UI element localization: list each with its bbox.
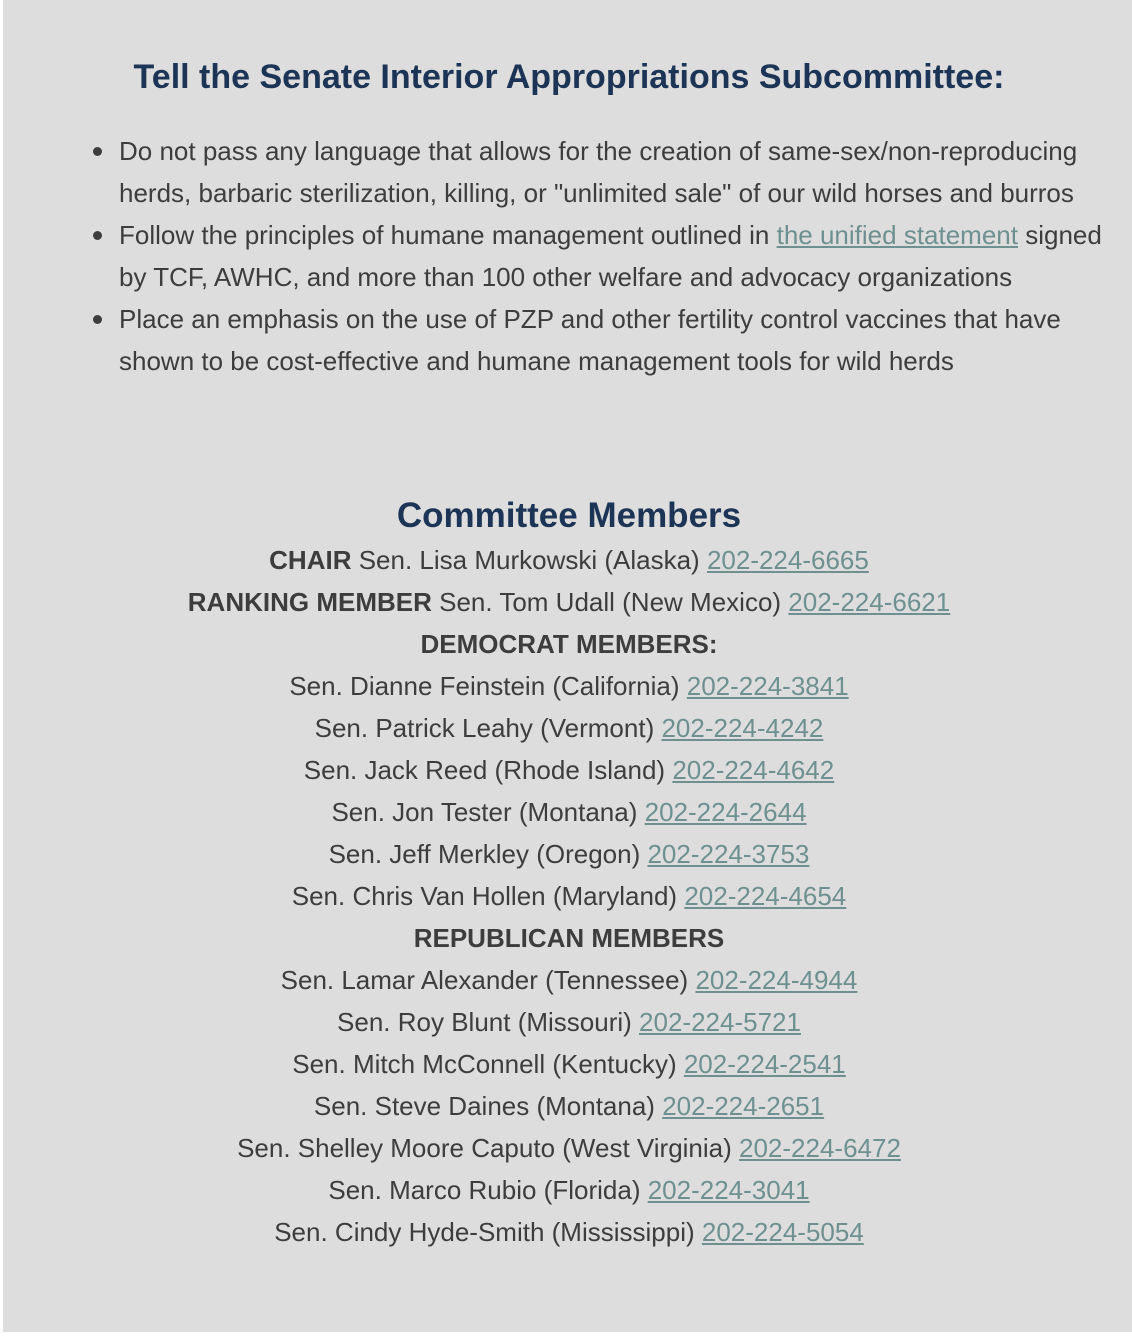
- member-name: Sen. Patrick Leahy (Vermont): [314, 713, 662, 743]
- list-item: [119, 214, 1104, 298]
- member-row: [3, 1085, 1132, 1127]
- phone-link[interactable]: 202-224-4642: [672, 755, 835, 785]
- list-item-text: Do not pass any language that allows for the creation of same-sex/non-reproducing herds, barbaric sterilization, killing, or "unlimited sale" of our wild horses and burros: [119, 136, 1078, 208]
- phone-link[interactable]: 202-224-2644: [644, 797, 807, 827]
- list-item-text: Place an emphasis on the use of PZP and other fertility control vaccines that have shown to be cost-effective and humane management tools for wild herds: [119, 304, 1061, 376]
- member-name: Sen. Dianne Feinstein (California): [289, 671, 687, 701]
- member-name: Sen. Jon Tester (Montana): [331, 797, 645, 827]
- member-row: [3, 707, 1132, 749]
- ranking-member-label: RANKING MEMBER: [187, 587, 432, 617]
- member-row: [3, 1043, 1132, 1085]
- demands-list: [119, 130, 1104, 382]
- phone-link[interactable]: 202-224-6621: [788, 587, 951, 617]
- member-name: Sen. Cindy Hyde-Smith (Mississippi): [274, 1217, 702, 1247]
- republican-members-heading: [3, 917, 1132, 959]
- phone-link[interactable]: 202-224-5721: [639, 1007, 801, 1037]
- phone-link[interactable]: 202-224-4654: [684, 881, 847, 911]
- chair-label: CHAIR: [269, 545, 352, 575]
- member-row: [3, 791, 1132, 833]
- phone-link[interactable]: 202-224-4242: [661, 713, 824, 743]
- content-panel: [3, 0, 1132, 1332]
- list-item: [119, 298, 1104, 382]
- phone-link[interactable]: 202-224-6665: [706, 545, 869, 575]
- chair-row: [3, 539, 1132, 581]
- member-name: Sen. Tom Udall (New Mexico): [431, 587, 789, 617]
- member-name: Sen. Shelley Moore Caputo (West Virginia): [237, 1133, 740, 1163]
- committee-members-heading: Committee Members: [396, 496, 742, 535]
- member-name: Sen. Lamar Alexander (Tennessee): [280, 965, 696, 995]
- member-row: [3, 1001, 1132, 1043]
- member-row: [3, 1127, 1132, 1169]
- section-label: DEMOCRAT MEMBERS:: [420, 629, 718, 659]
- member-name: Sen. Lisa Murkowski (Alaska): [351, 545, 707, 575]
- member-name: Sen. Chris Van Hollen (Maryland): [291, 881, 685, 911]
- member-row: [3, 875, 1132, 917]
- member-row: [3, 833, 1132, 875]
- member-row: [3, 1211, 1132, 1253]
- member-name: Sen. Jeff Merkley (Oregon): [328, 839, 648, 869]
- phone-link[interactable]: 202-224-4944: [695, 965, 858, 995]
- member-row: [3, 665, 1132, 707]
- ranking-member-row: [3, 581, 1132, 623]
- page-title: Tell the Senate Interior Appropriations Subcommittee:: [133, 58, 1005, 96]
- member-row: [3, 1169, 1132, 1211]
- list-item-text: signed by TCF, AWHC, and more than 100 other welfare and advocacy organizations: [119, 220, 1102, 292]
- member-name: Sen. Roy Blunt (Missouri): [337, 1007, 640, 1037]
- democrat-members-heading: [3, 623, 1132, 665]
- member-row: [3, 959, 1132, 1001]
- phone-link[interactable]: 202-224-2541: [683, 1049, 846, 1079]
- unified-statement-link[interactable]: the unified statement: [776, 220, 1018, 250]
- section-label: REPUBLICAN MEMBERS: [413, 923, 725, 953]
- phone-link[interactable]: 202-224-2651: [662, 1091, 825, 1121]
- phone-link[interactable]: 202-224-3841: [686, 671, 849, 701]
- member-name: Sen. Jack Reed (Rhode Island): [303, 755, 673, 785]
- member-name: Sen. Steve Daines (Montana): [313, 1091, 663, 1121]
- phone-link[interactable]: 202-224-3041: [647, 1175, 810, 1205]
- phone-link[interactable]: 202-224-3753: [647, 839, 810, 869]
- phone-link[interactable]: 202-224-5054: [701, 1217, 864, 1247]
- phone-link[interactable]: 202-224-6472: [739, 1133, 901, 1163]
- member-row: [3, 749, 1132, 791]
- member-name: Sen. Marco Rubio (Florida): [328, 1175, 648, 1205]
- list-item: [119, 130, 1104, 214]
- committee-members-list: [3, 539, 1132, 1253]
- list-item-text: Follow the principles of humane management outlined in: [119, 220, 777, 250]
- member-name: Sen. Mitch McConnell (Kentucky): [292, 1049, 684, 1079]
